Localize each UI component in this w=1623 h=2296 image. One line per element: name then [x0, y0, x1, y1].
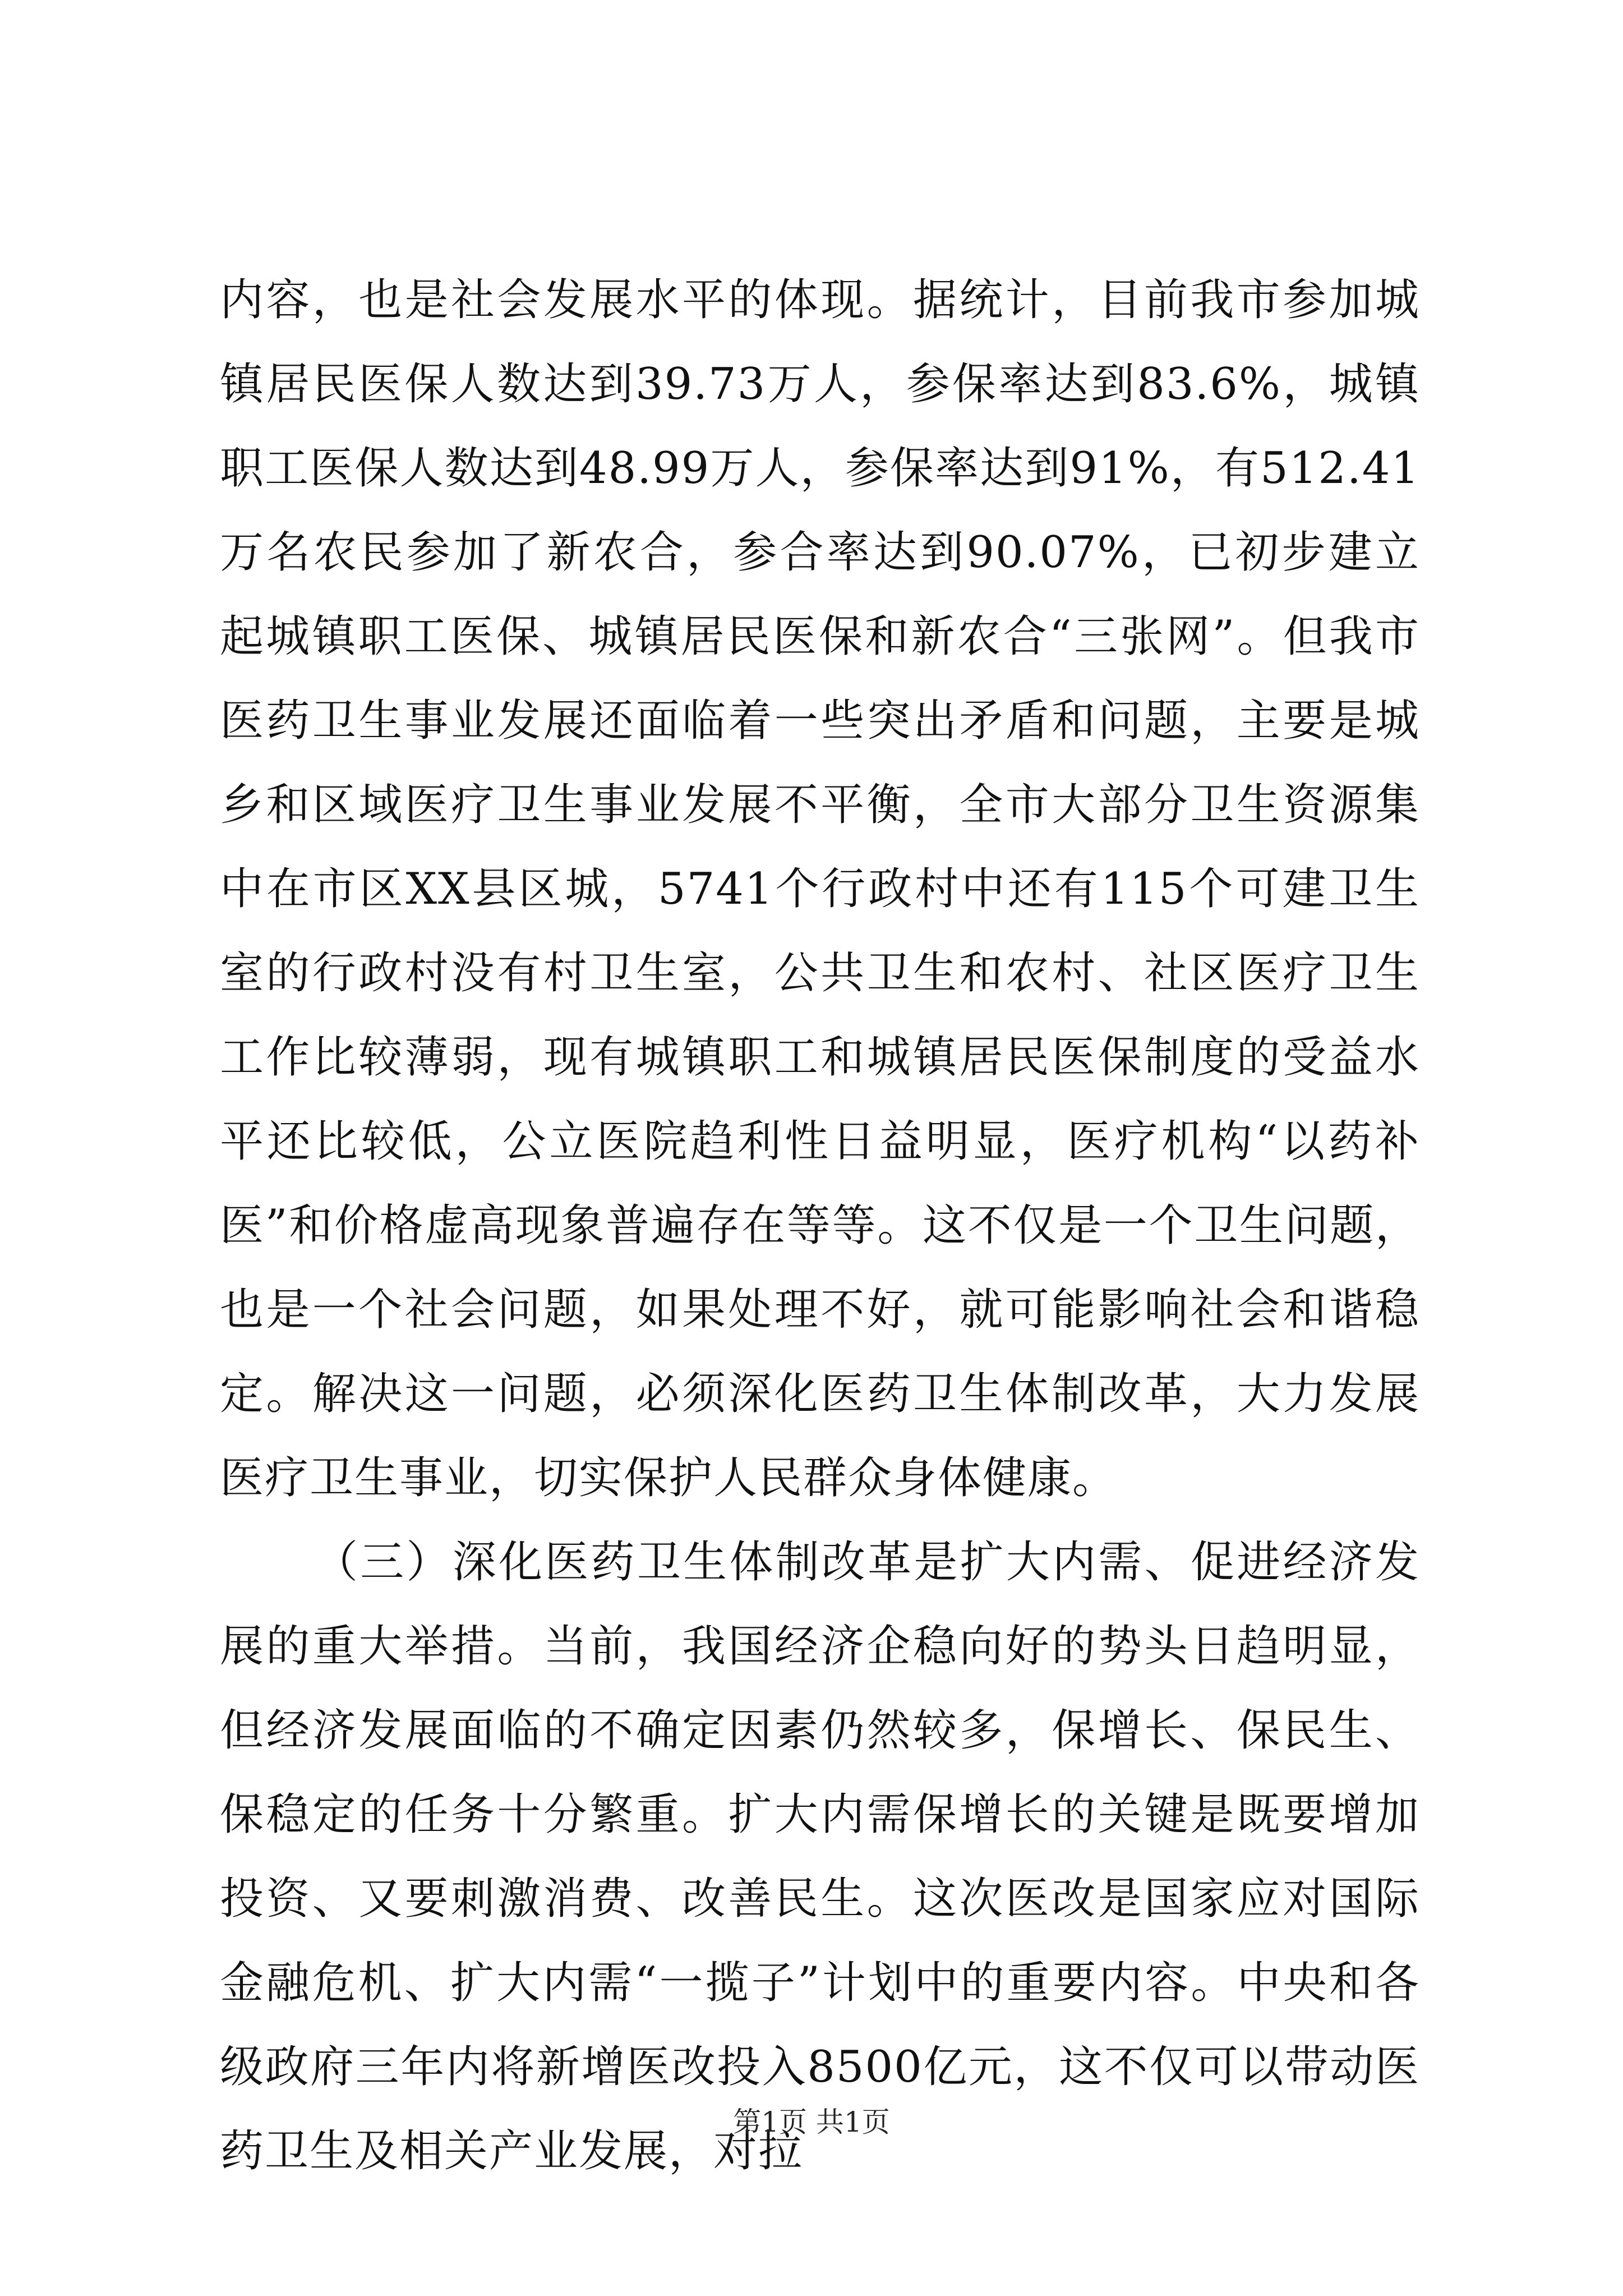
paragraph-2: （三）深化医药卫生体制改革是扩大内需、促进经济发展的重大举措。当前，我国经济企稳向好的势头日趋明显，但经济发展面临的不确定因素仍然较多，保增长、保民生、保稳定的任务十分繁重。扩大内需保增长的关键是既要增加投资、又要刺激消费、改善民生。这次医改是国家应对国际金融危机、扩大内需“一揽子”计划中的重要内容。中央和各级政府三年内将新增医改投入8500亿元，这不仅可以带动医药卫生及相关产业发展，对拉	[220, 1537, 1420, 2177]
page-footer: 第1页 共1页	[733, 2106, 890, 2138]
paragraph-1: 内容，也是社会发展水平的体现。据统计，目前我市参加城镇居民医保人数达到39.73万人，参保率达到83.6%，城镇职工医保人数达到48.99万人，参保率达到91%，有512.41万名农民参加了新农合，参合率达到90.07%，已初步建立起城镇职工医保、城镇居民医保和新农合“三张网”。但我市医药卫生事业发展还面临着一些突出矛盾和问题，主要是城乡和区域医疗卫生事业发展不平衡，全市大部分卫生资源集中在市区XX县区城，5741个行政村中还有115个可建卫生室的行政村没有村卫生室，公共卫生和农村、社区医疗卫生工作比较薄弱，现有城镇职工和城镇居民医保制度的受益水平还比较低，公立医院趋利性日益明显，医疗机构“以药补医”和价格虚高现象普遍存在等等。这不仅是一个卫生问题，也是一个社会问题，如果处理不好，就可能影响社会和谐稳定。解决这一问题，必须深化医药卫生体制改革，大力发展医疗卫生事业，切实保护人民群众身体健康。	[220, 275, 1420, 1503]
document-body	[220, 258, 1420, 2193]
